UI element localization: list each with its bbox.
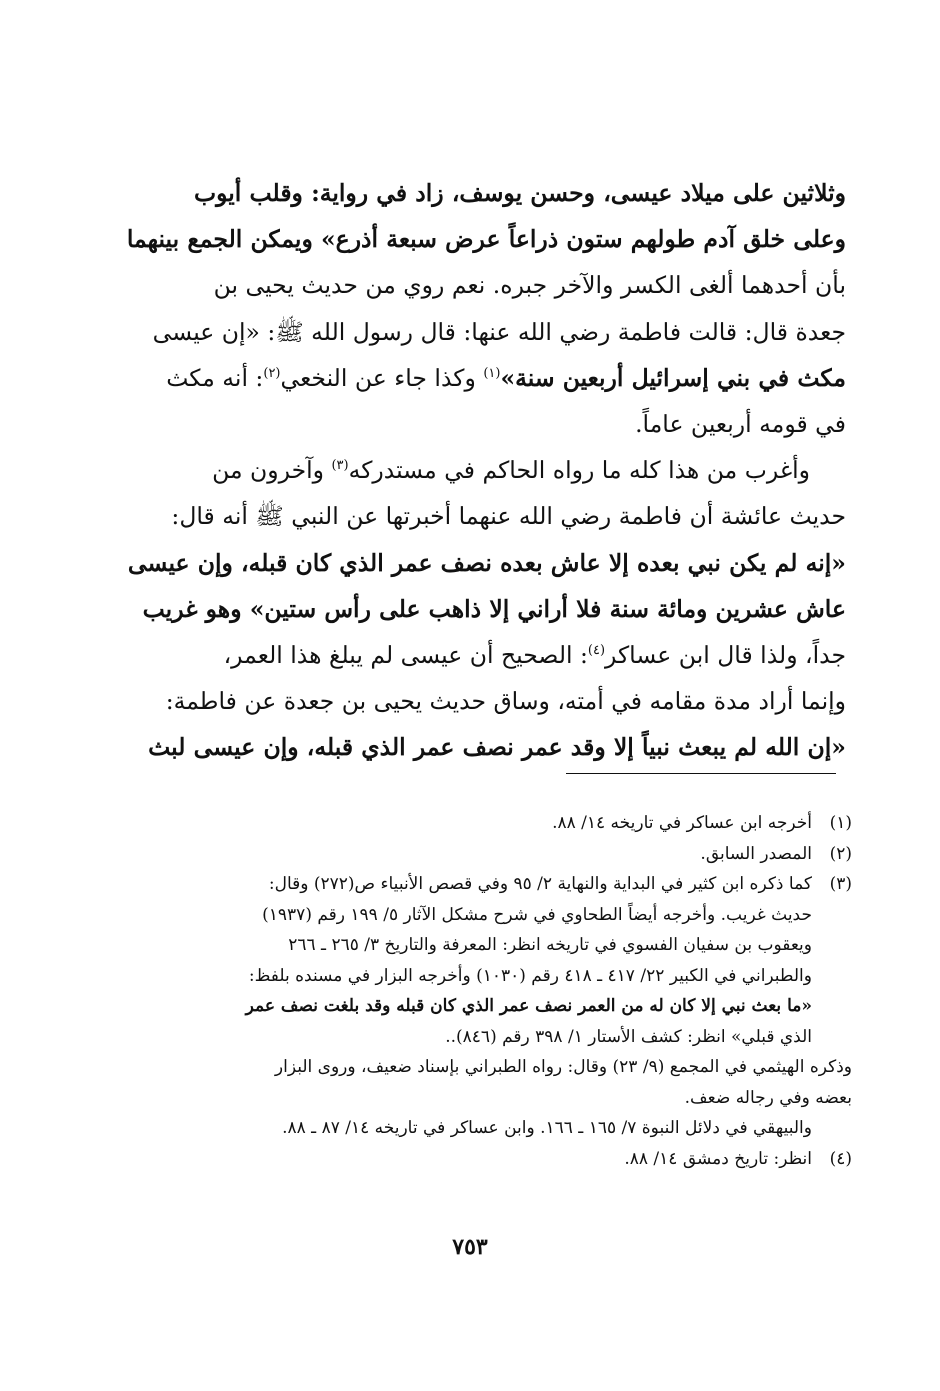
footnote-1 [106,808,852,839]
body-line-7 [106,447,846,493]
body-line-9: «إنه لم يكن نبي بعده إلا عاش بعده نصف عمر الذي كان قبله، وإن عيسى [127,548,846,577]
body-line-1: وثلاثين على ميلاد عيسى، وحسن يوسف، زاد في رواية: وقلب أيوب [193,179,846,207]
footnote-number: (٤) [829,1148,852,1169]
footnote-line: المصدر السابق. [700,843,812,864]
footnote-2 [106,839,852,870]
footnote-continuation-line: بعضه وفي رجاله ضعف. [684,1087,852,1108]
footnote-number: (٣) [829,874,852,894]
footnote-line: الذي قبلي» انظر: كشف الأستار ١/ ٣٩٨ رقم (٨٤٦).. [445,1026,812,1047]
main-body-text [106,170,846,770]
footnote-line: ويعقوب بن سفيان الفسوي في تاريخه انظر: المعرفة والتاريخ ٣/ ٢٦٥ ـ ٢٦٦ [288,935,812,955]
footnote-number: (١) [829,813,852,833]
body-line-11-end: : الصحيح أن عيسى لم يبلغ هذا العمر، [223,640,588,669]
footnote-line: والطبراني في الكبير ٢٢/ ٤١٧ ـ ٤١٨ رقم (١٠٣٠) وأخرجه البزار في مسنده بلفظ: [248,965,812,986]
footnote-line: انظر: تاريخ دمشق ١٤/ ٨٨. [624,1148,812,1169]
body-line-7-end: وآخرون من [212,456,332,485]
footnote-body [106,869,812,1052]
footnote-ref-2: (٢) [263,365,281,381]
body-line-2-text: وعلى خلق آدم طولهم ستون ذراعاً عرض سبعة أذرع» ويمكن الجمع بينهما [126,225,846,254]
footnote-separator [566,773,836,774]
body-line-11 [106,632,846,678]
footnote-body [106,808,812,839]
footnote-ref-3: (٣) [331,458,349,474]
footnote-number: (٢) [829,843,852,864]
body-line-5-end: : أنه مكث [166,363,264,392]
body-line-5-text: وكذا جاء عن النخعي [280,363,484,392]
footnote-body [106,1144,812,1175]
body-line-5-quote: مكث في بني إسرائيل أربعين سنة» [500,363,846,392]
footnote-line-quote: «ما بعث نبي إلا كان له من العمر نصف عمر الذي كان قبله وقد بلغت نصف عمر [245,996,812,1016]
body-line-5 [106,355,846,401]
body-line-4: جعدة قال: قالت فاطمة رضي الله عنها: قال رسول الله ﷺ: «إن عيسى [152,317,846,346]
footnote-line: أخرجه ابن عساكر في تاريخه ١٤/ ٨٨. [552,813,812,833]
body-line-7-text: وأغرب من هذا كله ما رواه الحاكم في مستدركه [348,456,810,485]
footnote-body [106,839,812,870]
footnote-4 [106,1144,852,1175]
body-line-13: «إن الله لم يبعث نبياً إلا وقد عمر نصف عمر الذي قبله، وإن عيسى لبث [148,733,846,762]
body-line-8: حديث عائشة أن فاطمة رضي الله عنهما أخبرتها عن النبي ﷺ أنه قال: [171,502,846,531]
footnote-ref-4: (٤) [587,643,606,659]
body-line-12: وإنما أراد مدة مقامه في أمته، وساق حديث يحيى بن جعدة عن فاطمة: [165,687,846,716]
footnotes [106,808,852,1174]
page-number: ٧٥٣ [452,1234,488,1260]
body-line-11-text: جداً، ولذا قال ابن عساكر [605,640,846,669]
body-line-2 [106,216,846,262]
footnote-ref-1: (١) [483,365,501,381]
footnote-line: حديث غريب. وأخرجه أيضاً الطحاوي في شرح مشكل الآثار ٥/ ١٩٩ رقم (١٩٣٧) [262,904,812,925]
body-line-3: بأن أحدهما ألغى الكسر والآخر جبره. نعم روي من حديث يحيى بن [213,271,846,300]
footnote-continuation-line: وذكره الهيثمي في المجمع (٩/ ٢٣) وقال: رواه الطبراني بإسناد ضعيف، وروى البزار [274,1057,852,1077]
body-line-10 [106,586,846,632]
footnote-line: كما ذكره ابن كثير في البداية والنهاية ٢/ ٩٥ وفي قصص الأنبياء ص(٢٧٢) وقال: [268,874,812,894]
footnote-3 [106,869,852,1052]
body-line-10-text: عاش عشرين ومائة سنة فلا أراني إلا ذاهب على رأس ستين» وهو غريب [142,594,846,623]
body-line-6: في قومه أربعين عاماً. [635,409,846,438]
footnote-tail-line: والبيهقي في دلائل النبوة ٧/ ١٦٥ ـ ١٦٦. وابن عساكر في تاريخه ١٤/ ٨٧ ـ ٨٨. [282,1118,812,1138]
